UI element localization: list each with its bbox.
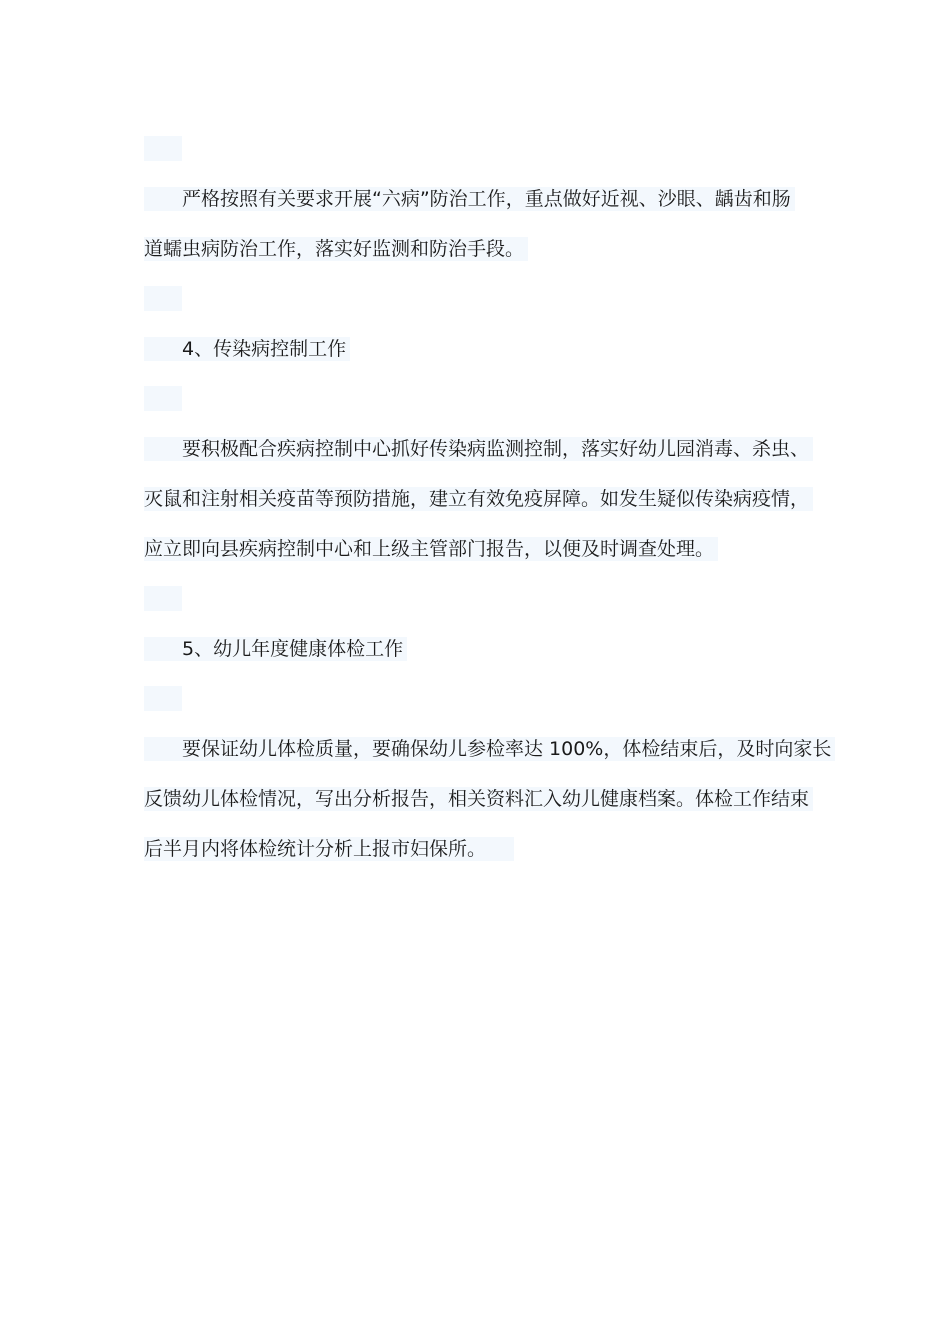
indent-block [144, 136, 182, 161]
indent-block [144, 586, 182, 611]
heading-text: 4、传染病控制工作 [182, 338, 347, 360]
paragraph-line [144, 835, 816, 885]
blank-line [144, 285, 816, 335]
blank-line [144, 135, 816, 185]
paragraph-line [144, 485, 816, 535]
paragraph-text: 后半月内将体检统计分析上报市妇保所。 [144, 838, 487, 860]
paragraph-line [144, 435, 816, 485]
paragraph-line [144, 785, 816, 835]
paragraph-text: 要积极配合疾病控制中心抓好传染病监测控制，落实好幼儿园消毒、杀虫、 [182, 438, 810, 460]
paragraph-line [144, 735, 832, 785]
paragraph-text: 应立即向县疾病控制中心和上级主管部门报告，以便及时调查处理。 [144, 538, 715, 560]
document-page [144, 135, 832, 885]
paragraph-text: 严格按照有关要求开展“六病”防治工作，重点做好近视、沙眼、龋齿和肠 [182, 188, 791, 210]
section-heading [144, 635, 816, 685]
indent-block [144, 286, 182, 311]
paragraph-text: 道蠕虫病防治工作，落实好监测和防治手段。 [144, 238, 525, 260]
heading-text: 5、幼儿年度健康体检工作 [182, 638, 404, 660]
paragraph-line [144, 535, 816, 585]
paragraph-text: 要保证幼儿体检质量，要确保幼儿参检率达 100%，体检结束后，及时向家长 [182, 738, 832, 760]
paragraph-line [144, 235, 816, 285]
indent-block [144, 386, 182, 411]
paragraph-line [144, 185, 816, 235]
paragraph-text: 反馈幼儿体检情况，写出分析报告，相关资料汇入幼儿健康档案。体检工作结束 [144, 788, 810, 810]
section-heading [144, 335, 816, 385]
blank-line [144, 385, 816, 435]
blank-line [144, 685, 816, 735]
paragraph-text: 灭鼠和注射相关疫苗等预防措施，建立有效免疫屏障。如发生疑似传染病疫情， [144, 488, 810, 510]
blank-line [144, 585, 816, 635]
indent-block [144, 686, 182, 711]
